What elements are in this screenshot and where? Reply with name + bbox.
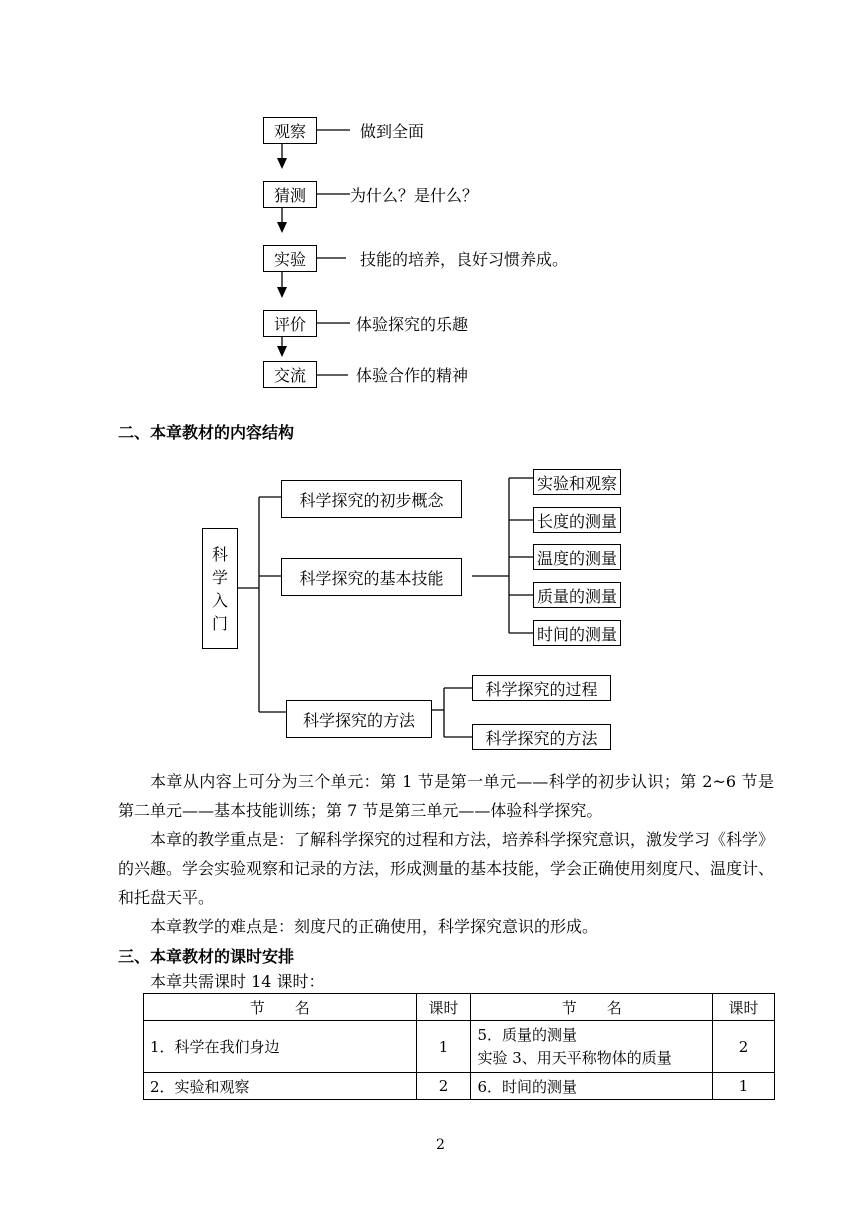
tree-method-item: 科学探究的方法 bbox=[472, 724, 611, 750]
flow-note-evaluate: 体验探究的乐趣 bbox=[356, 315, 469, 334]
tree-skill-item: 时间的测量 bbox=[533, 620, 621, 646]
flow-note-experiment: 技能的培养，良好习惯养成。 bbox=[360, 250, 569, 269]
table-cell bbox=[471, 1021, 713, 1073]
tree-root-box bbox=[202, 528, 238, 649]
flow-note-communicate: 体验合作的精神 bbox=[356, 366, 469, 385]
schedule-intro: 本章共需课时 14 课时： bbox=[150, 972, 325, 991]
tree-branch-skills: 科学探究的基本技能 bbox=[281, 558, 462, 596]
table-cell: 1 bbox=[416, 1021, 471, 1073]
paragraph-key-points: 本章的教学重点是：了解科学探究的过程和方法，培养科学探究意识，激发学习《科学》的兴趣。学会实验观察和记录的方法，形成测量的基本技能，学会正确使用刻度尺、温度计、和托盘天平。 bbox=[118, 830, 775, 907]
flow-note-observe: 做到全面 bbox=[360, 122, 425, 141]
table-row bbox=[144, 1021, 775, 1073]
tree-skill-item: 实验和观察 bbox=[533, 469, 621, 495]
table-cell: 6．时间的测量 bbox=[471, 1073, 713, 1100]
table-header: 节 名 bbox=[144, 994, 417, 1021]
tree-root-char: 科 bbox=[211, 544, 228, 564]
tree-method-item: 科学探究的过程 bbox=[472, 675, 611, 701]
lesson-table bbox=[143, 993, 775, 1100]
table-row bbox=[144, 1073, 775, 1100]
table-cell: 2 bbox=[416, 1073, 471, 1100]
table-cell: 1．科学在我们身边 bbox=[144, 1021, 417, 1073]
flow-step-evaluate: 评价 bbox=[263, 310, 317, 337]
tree-skill-item: 温度的测量 bbox=[533, 544, 621, 570]
section-heading-structure: 二、本章教材的内容结构 bbox=[118, 423, 295, 442]
tree-root-char: 学 bbox=[211, 567, 228, 587]
table-cell: 2．实验和观察 bbox=[144, 1073, 417, 1100]
table-cell-line: 5．质量的测量 bbox=[477, 1025, 578, 1044]
tree-skill-item: 质量的测量 bbox=[533, 582, 621, 608]
flow-note-guess: 为什么？是什么？ bbox=[350, 186, 479, 205]
table-header: 节 名 bbox=[471, 994, 713, 1021]
flow-step-experiment: 实验 bbox=[263, 245, 317, 272]
flow-step-guess: 猜测 bbox=[263, 181, 317, 208]
table-header: 课时 bbox=[713, 994, 775, 1021]
paragraph-difficulties: 本章教学的难点是：刻度尺的正确使用，科学探究意识的形成。 bbox=[150, 917, 599, 936]
flow-step-observe: 观察 bbox=[263, 117, 317, 144]
tree-skill-item: 长度的测量 bbox=[533, 507, 621, 533]
table-cell-line: 实验 3、用天平称物体的质量 bbox=[477, 1048, 672, 1067]
paragraph-units: 本章从内容上可分为三个单元：第 1 节是第一单元——科学的初步认识；第 2~6 节是第二单元——基本技能训练；第 7 节是第三单元——体验科学探究。 bbox=[118, 772, 774, 820]
table-cell: 2 bbox=[713, 1021, 775, 1073]
table-header-row bbox=[144, 994, 775, 1021]
flow-step-communicate: 交流 bbox=[263, 361, 317, 388]
table-cell: 1 bbox=[713, 1073, 775, 1100]
page-number: 2 bbox=[436, 1137, 445, 1153]
tree-branch-concepts: 科学探究的初步概念 bbox=[281, 480, 462, 518]
tree-root-char: 入 bbox=[211, 590, 228, 610]
tree-branch-methods: 科学探究的方法 bbox=[286, 700, 432, 738]
tree-root-char: 门 bbox=[211, 613, 228, 633]
section-heading-schedule: 三、本章教材的课时安排 bbox=[118, 947, 295, 966]
table-header: 课时 bbox=[416, 994, 471, 1021]
